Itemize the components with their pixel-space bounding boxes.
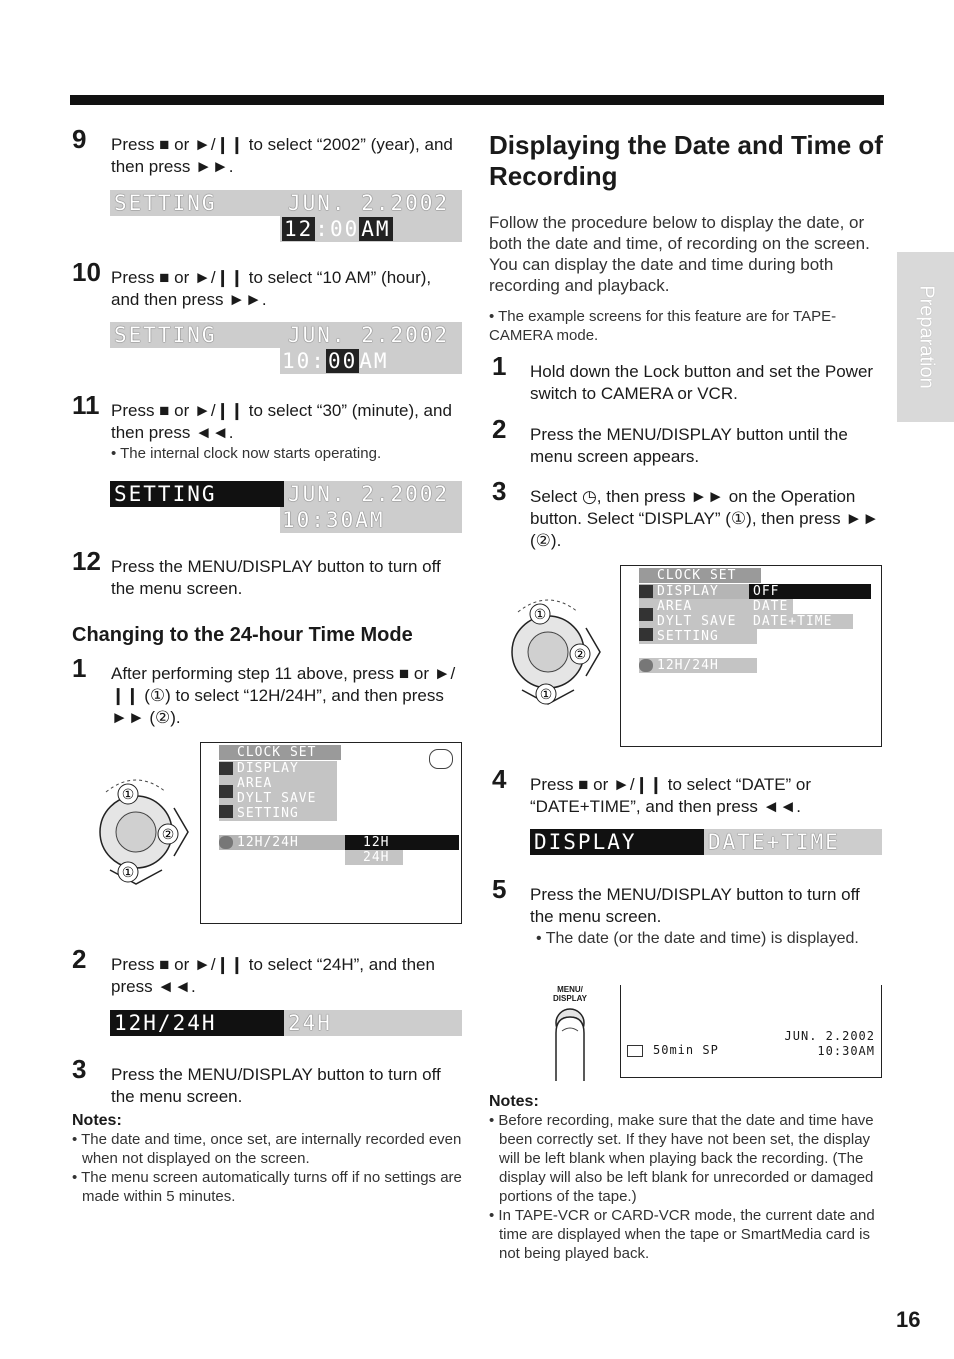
step-text: Press ■ or ►/❙❙ to select “DATE” or “DATE+TIME”, and then press ◄◄.: [530, 775, 812, 816]
menu-header: CLOCK SET: [219, 745, 341, 760]
menu-item-setting: SETTING: [639, 629, 757, 644]
sub-step-1: [72, 653, 464, 729]
camera-icon: [639, 585, 653, 598]
lcd-setting-year: [110, 190, 462, 242]
step-text: Press ■ or ►/❙❙ to select “10 AM” (hour), and then press ►►.: [111, 268, 432, 309]
lcd-setting-hour: [110, 322, 462, 374]
menu-item-dylt-save: DYLT SAVE: [639, 614, 757, 629]
notes-title: Notes:: [489, 1093, 539, 1110]
page-title: Displaying the Date and Time of Recording: [489, 130, 883, 191]
recording-display-screen: [620, 985, 882, 1078]
callout-1b: ①: [121, 864, 135, 880]
menu-item-dylt-save: DYLT SAVE: [219, 791, 337, 806]
lcd-hour: 10: [282, 349, 312, 373]
note-item: • In TAPE-VCR or CARD-VCR mode, the current date and time are displayed when the tape or SmartMedia card is not being played back.: [489, 1207, 875, 1262]
step-text: Press ■ or ►/❙❙ to select “30” (minute), and then press ◄◄.: [111, 401, 452, 442]
lcd-label: SETTING: [114, 323, 217, 347]
step-number: 4: [492, 764, 507, 794]
lcd-ampm: AM: [359, 349, 389, 373]
section-title-24h: Changing to the 24-hour Time Mode: [72, 624, 413, 646]
lcd-value: 24H: [288, 1011, 332, 1035]
operation-button-illustration: [88, 772, 198, 890]
menu-option-24h: 24H: [345, 850, 403, 865]
time-readout: 10:30AM: [817, 1044, 875, 1058]
menu-option-off: OFF: [749, 584, 871, 599]
dial-inner: [528, 632, 568, 672]
step-10: [72, 257, 464, 311]
note-item: • The date and time, once set, are internally recorded even when not displayed on the screen.: [72, 1131, 462, 1167]
menu-item-area: AREA: [639, 599, 757, 614]
step-number: 9: [72, 124, 87, 154]
step-text: Press the MENU/DISPLAY button to turn off the menu screen.: [530, 885, 860, 926]
lcd-setting-minute: [110, 481, 462, 533]
notes-title: Notes:: [72, 1112, 122, 1129]
menu-option-12h: 12H: [345, 835, 459, 850]
step-text: Press the MENU/DISPLAY button to turn off the menu screen.: [111, 1065, 441, 1106]
step-number: 12: [72, 546, 101, 576]
step-number: 3: [492, 476, 507, 506]
menu-item-setting: SETTING: [219, 806, 337, 821]
callout-2: ②: [573, 646, 587, 662]
tape-icon: [219, 805, 233, 818]
lcd-date: JUN. 2.2002: [288, 191, 450, 215]
lcd-min: 00: [327, 349, 358, 373]
lcd-time: 10:00AM: [282, 349, 389, 373]
left-notes: [72, 1112, 464, 1206]
callout-1: ①: [533, 606, 547, 622]
card-icon: [219, 785, 233, 798]
step-5: [492, 874, 887, 949]
step-text: After performing step 11 above, press ■ or ►/❙❙ (①) to select “12H/24H”, and then press ►► (②).: [111, 664, 456, 727]
menu-item-area: AREA: [219, 776, 337, 791]
step-number: 3: [72, 1054, 87, 1084]
lcd-12h24h: [110, 1010, 462, 1036]
menu-screen-display: [620, 565, 882, 747]
callout-1b: ①: [539, 686, 553, 702]
remaining-time: 50min SP: [653, 1043, 719, 1057]
note-item: • The menu screen automatically turns off if no settings are made within 5 minutes.: [72, 1169, 462, 1205]
right-notes: [489, 1093, 884, 1263]
menu-item-12h24h: 12H/24H: [219, 835, 353, 850]
page-number: 16: [896, 1307, 921, 1332]
finger-icon: [556, 1017, 584, 1081]
step-text: Hold down the Lock button and set the Power switch to CAMERA or VCR.: [530, 362, 874, 403]
step-11: [72, 390, 464, 463]
step-number: 5: [492, 874, 507, 904]
intro-bullet: • The example screens for this feature are for TAPE-CAMERA mode.: [489, 308, 837, 344]
top-rule: [70, 95, 884, 105]
step-number: 1: [492, 351, 507, 381]
card-icon: [639, 608, 653, 621]
step-text: Press ■ or ►/❙❙ to select “24H”, and then press ◄◄.: [111, 955, 435, 996]
lcd-value: DATE+TIME: [708, 830, 840, 854]
lcd-label: 12H/24H: [114, 1011, 217, 1035]
step-number: 10: [72, 257, 101, 287]
step-1: [492, 351, 887, 405]
step-text: Select ◷, then press ►► on the Operation button. Select “DISPLAY” (①), then press ►► (②).: [530, 487, 880, 550]
clock-icon: [639, 659, 653, 672]
lcd-label: SETTING: [114, 191, 217, 215]
menu-item-display: DISPLAY: [639, 584, 761, 599]
step-2: [492, 414, 887, 468]
camera-icon: [219, 762, 233, 775]
callout-2: ②: [161, 826, 175, 842]
menu-option-date: DATE: [749, 599, 793, 614]
dial-inner: [116, 812, 156, 852]
step-number: 2: [72, 944, 87, 974]
tape-cassette-icon: [429, 749, 453, 769]
callout-1: ①: [121, 786, 135, 802]
lcd-time: 12:00AM: [284, 217, 391, 241]
lcd-date: JUN. 2.2002: [288, 482, 450, 506]
tape-icon: [639, 628, 653, 641]
sub-step-2: [72, 944, 464, 998]
section-tab: [897, 252, 954, 422]
step-bullet: • The date (or the date and time) is displayed.: [536, 930, 859, 947]
step-number: 11: [72, 390, 100, 420]
clock-icon: [219, 836, 233, 849]
menu-display-button-label: MENU/ DISPLAY: [553, 985, 587, 1003]
step-bullet: • The internal clock now starts operating.: [111, 445, 382, 462]
step-3: [492, 476, 887, 552]
lcd-label: DISPLAY: [534, 830, 637, 854]
lcd-ampm: AM: [361, 217, 391, 241]
operation-button-illustration-right: [500, 592, 610, 714]
step-12: [72, 546, 464, 600]
step-text: Press ■ or ►/❙❙ to select “2002” (year), and then press ►►.: [111, 135, 453, 176]
lcd-hour: 12: [284, 217, 314, 241]
step-number: 2: [492, 414, 507, 444]
finger-press-illustration: [548, 1003, 598, 1081]
menu-header: CLOCK SET: [639, 568, 761, 583]
menu-option-date-time: DATE+TIME: [749, 614, 853, 629]
sub-step-3: [72, 1054, 464, 1108]
tape-icon: [627, 1045, 643, 1057]
note-item: • Before recording, make sure that the date and time have been correctly set. If they have not been set, the display will be left blank when playing back the recording. (The display will also be left blank for unrecorded or damaged portions of the tape.): [489, 1112, 874, 1205]
step-number: 1: [72, 653, 87, 683]
step-text: Press the MENU/DISPLAY button to turn off the menu screen.: [111, 557, 441, 598]
lcd-date: JUN. 2.2002: [288, 323, 450, 347]
intro-paragraph: Follow the procedure below to display the date, or both the date and time, of recording on the screen. You can display the date and time during both recording and playback.: [489, 213, 870, 295]
section-tab-label: Preparation: [915, 285, 937, 389]
step-text: Press the MENU/DISPLAY button until the menu screen appears.: [530, 425, 848, 466]
step-4: [492, 764, 887, 818]
menu-item-12h24h: 12H/24H: [639, 658, 757, 673]
date-readout: JUN. 2.2002: [784, 1029, 875, 1043]
menu-screen-12h24h: [200, 742, 462, 924]
step-9: [72, 124, 464, 178]
menu-item-display: DISPLAY: [219, 761, 337, 776]
lcd-display-option: [530, 829, 882, 855]
lcd-label: SETTING: [114, 482, 217, 506]
lcd-time: 10:30AM: [282, 508, 385, 532]
